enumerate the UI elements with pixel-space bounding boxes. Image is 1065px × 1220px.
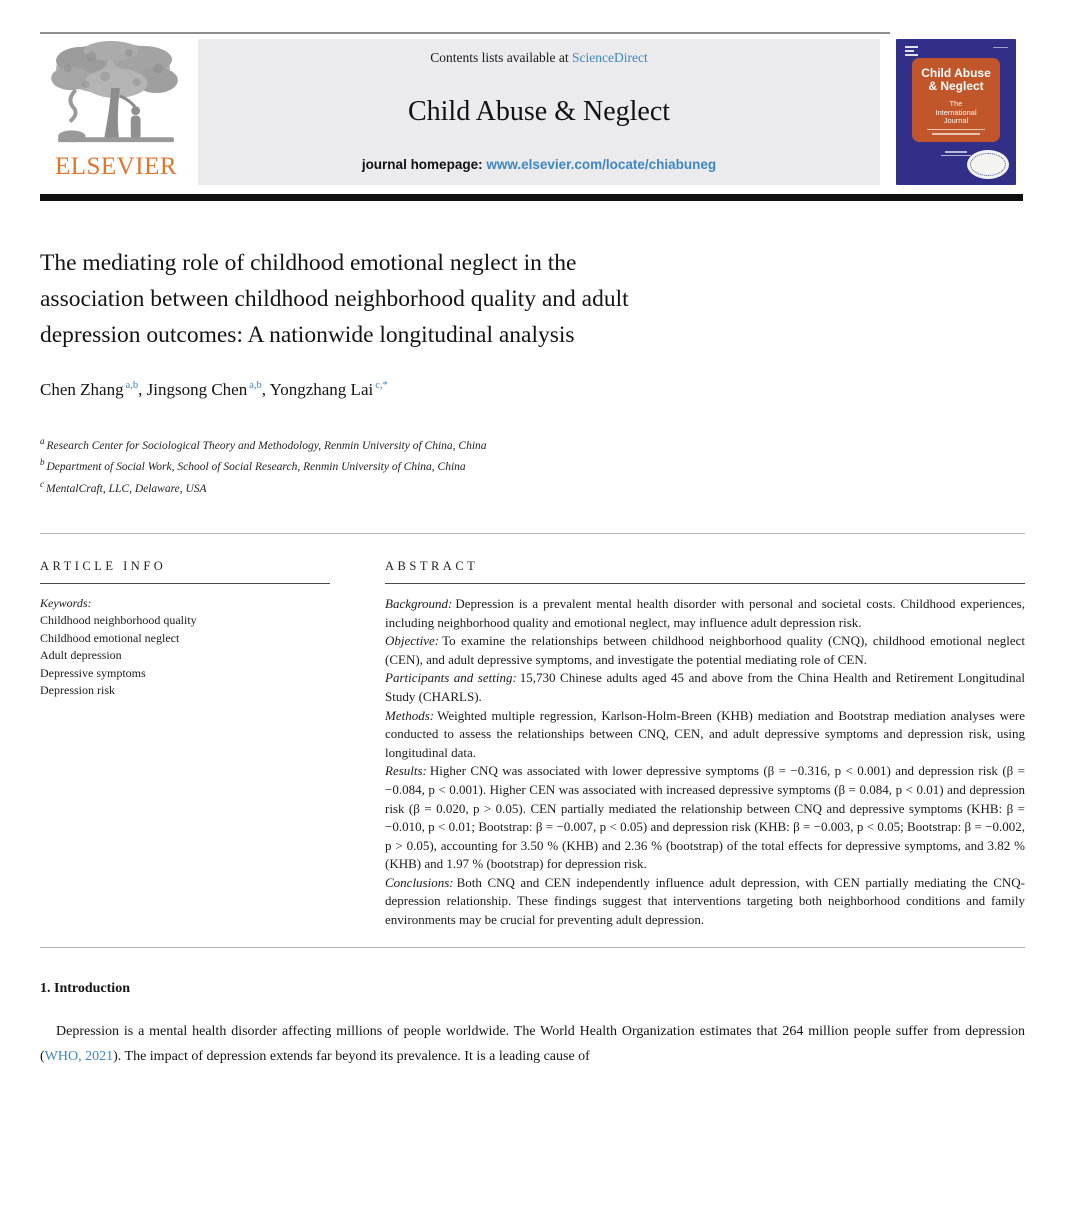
abstract-section-text: 15,730 Chinese adults aged 45 and above from the China Health and Retirement Longitudinal Study (CHARLS). [385, 670, 1025, 704]
cover-journal-title: Child Abuse & Neglect [921, 66, 991, 93]
author-name: Yongzhang Lai [269, 380, 374, 399]
cover-publisher-mark-icon [905, 46, 918, 58]
author-affiliation-marker: c,* [375, 380, 388, 392]
abstract-section [385, 762, 1025, 874]
author-separator: , [138, 380, 147, 399]
keyword: Depression risk [40, 683, 115, 698]
journal-title: Child Abuse & Neglect [407, 95, 671, 127]
article-title-line: The mediating role of childhood emotional neglect in the [40, 250, 577, 276]
abstract-section-text: Weighted multiple regression, Karlson-Holm-Breen (KHB) mediation and Bootstrap mediation analyses were conducted to assess the relationships between CNQ, CEN, and adult depressive symptoms and depression risk, using longitudinal data. [385, 707, 1025, 760]
author-affiliation-marker: a,b [125, 380, 139, 392]
abstract-section-text: Higher CNQ was associated with lower depressive symptoms (β = −0.316, p < 0.001) and depression risk (β = −0.084, p < 0.001). Higher CEN was associated with increased depressive symptoms (β = 0.084, p < 0.01) and depression risk (β = 0.020, p > 0.05). CEN partially mediated the relationship between CNQ and depressive symptoms (KHB: β = −0.010, p < 0.01; Bootstrap: β = −0.007, p < 0.05) and depression risk (KHB: β = −0.003, p < 0.05; Bootstrap: β = −0.002, p > 0.05), accounting for 3.50 % (KHB) and 2.36 % (bootstrap) of the total effects for depressive symptoms, and 3.82 % (KHB) and 1.97 % (bootstrap) for depression risk. [385, 763, 1025, 872]
abstract-section-text: Depression is a prevalent mental health disorder with personal and societal costs. Childhood experiences, including neighborhood quality and emotional neglect, may influence adult depression risk. [385, 595, 1025, 630]
info-abstract-columns [40, 558, 1025, 930]
keyword: Childhood emotional neglect [40, 630, 180, 645]
section-heading-introduction: 1. Introduction [40, 980, 130, 996]
contents-line [198, 50, 880, 66]
affiliation-marker: a [40, 436, 45, 446]
journal-homepage-link[interactable]: www.elsevier.com/locate/chiabuneg [486, 157, 717, 172]
homepage-prefix-text: journal homepage: [361, 157, 487, 172]
introduction-text: ). The impact of depression extends far beyond its prevalence. It is a leading cause of [113, 1048, 590, 1064]
header-bottom-bar [40, 194, 1023, 201]
abstract-section-label: Methods: [385, 707, 435, 723]
cover-tagline-placeholder [932, 133, 980, 135]
author-name: Jingsong Chen [146, 380, 248, 399]
article-page [0, 32, 1065, 1069]
affiliation-list [40, 433, 1025, 497]
introduction-section [40, 981, 1025, 1069]
affiliation-text: Research Center for Sociological Theory and Methodology, Renmin University of China, China [46, 439, 487, 452]
homepage-line [198, 157, 880, 172]
abstract-section-label: Objective: [385, 633, 440, 649]
keyword: Childhood neighborhood quality [40, 613, 197, 628]
affiliation-item [40, 476, 1025, 497]
abstract-section [385, 874, 1025, 930]
abstract-section [385, 707, 1025, 763]
cover-issue-text-placeholder [993, 47, 1008, 48]
abstract-rule [385, 583, 1025, 584]
author-affiliation-marker: a,b [249, 380, 262, 392]
abstract-section-label: Participants and setting: [385, 670, 517, 686]
keyword: Adult depression [40, 648, 122, 663]
journal-masthead [198, 39, 880, 185]
journal-header [40, 39, 1025, 185]
affiliation-item [40, 454, 1025, 475]
abstract-section-label: Conclusions: [385, 874, 454, 890]
abstract-bottom-divider [40, 947, 1025, 948]
keywords-label: Keywords: [40, 595, 92, 610]
abstract-section-text: To examine the relationships between childhood neighborhood quality (CNQ), childhood emotional neglect (CEN), and adult depressive symptoms, and investigate the potential mediating role of CEN. [385, 633, 1025, 667]
article-title-line: depression outcomes: A nationwide longitudinal analysis [40, 322, 575, 348]
elsevier-tree-icon [42, 39, 190, 151]
cover-society-emblem-icon [967, 150, 1009, 179]
abstract-section [385, 595, 1025, 632]
abstract-body [385, 595, 1025, 930]
author-list [40, 380, 1025, 400]
introduction-text: Depression is a mental health disorder affecting millions of people worldwide. The World Health Organization estimates that 264 million people suffer from depression ( [40, 1023, 1025, 1064]
article-title-line: association between childhood neighborhood quality and adult [40, 286, 629, 312]
affiliation-marker: b [40, 457, 45, 468]
abstract-section-text: Both CNQ and CEN independently influence adult depression, with CEN partially mediating the CNQ-depression relationship. These findings suggest that interventions targeting both neighborhood conditions and family environments may be crucial for preventing adult depression. [385, 874, 1025, 928]
header-top-divider [40, 32, 890, 34]
cover-title-panel [912, 58, 1000, 142]
affiliation-marker: c [40, 478, 44, 489]
article-title [40, 245, 1025, 353]
affiliation-item [40, 433, 1025, 454]
abstract-section-label: Results: [385, 763, 427, 779]
journal-cover-thumbnail [896, 39, 1016, 185]
elsevier-wordmark: ELSEVIER [54, 153, 178, 180]
affiliation-text: Department of Social Work, School of Social Research, Renmin University of China, China [46, 461, 466, 474]
section-divider [40, 533, 1025, 534]
author-name: Chen Zhang [40, 380, 124, 399]
abstract-column [385, 558, 1025, 930]
introduction-paragraph [40, 1019, 1025, 1069]
article-info-rule [40, 583, 330, 584]
sciencedirect-link[interactable]: ScienceDirect [572, 50, 648, 65]
keyword: Depressive symptoms [40, 665, 146, 680]
cover-tagline-placeholder [927, 129, 985, 131]
cover-journal-subtitle: The International Journal [935, 99, 977, 125]
abstract-heading: ABSTRACT [385, 558, 479, 573]
article-info-heading: ARTICLE INFO [40, 558, 167, 573]
abstract-section-label: Background: [385, 595, 453, 611]
article-info-column [40, 558, 340, 930]
author-separator: , [261, 380, 270, 399]
abstract-section [385, 669, 1025, 706]
elsevier-logo [40, 39, 192, 185]
contents-prefix-text: Contents lists available at [430, 50, 572, 65]
abstract-section [385, 632, 1025, 669]
who-2021-citation-link[interactable]: WHO, 2021 [44, 1048, 114, 1064]
affiliation-text: MentalCraft, LLC, Delaware, USA [46, 482, 207, 495]
